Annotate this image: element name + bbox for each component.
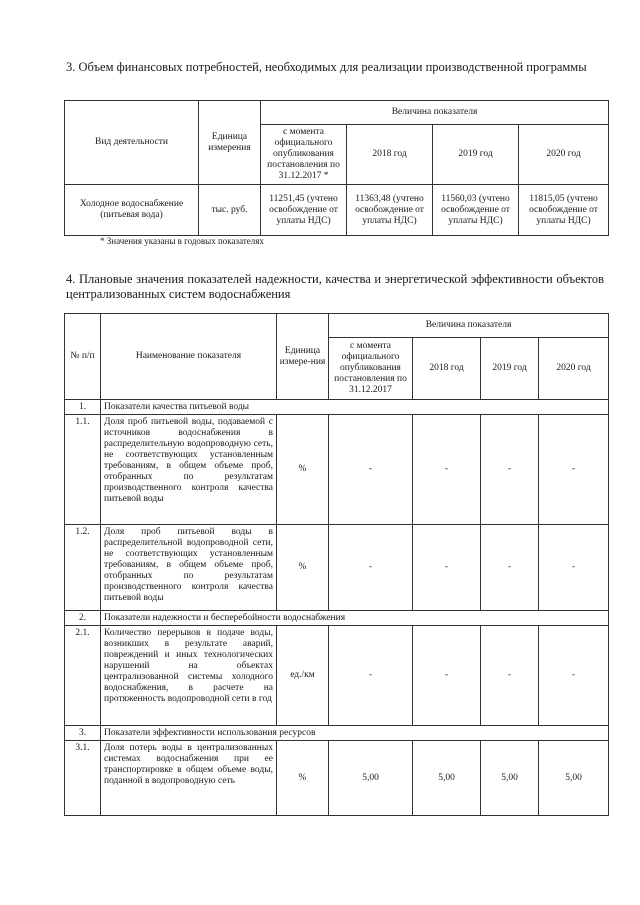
indicator-unit: % bbox=[277, 415, 329, 525]
indicator-unit: % bbox=[277, 741, 329, 816]
table-row bbox=[65, 415, 609, 525]
value-2018: 5,00 bbox=[413, 741, 481, 816]
cell-value-2018: 11363,48 (учтено освобождение от уплаты НДС) bbox=[347, 185, 433, 236]
row-num: 1. bbox=[65, 400, 101, 415]
header-col-2018: 2018 год bbox=[413, 338, 481, 400]
header-name: Наименование показателя bbox=[101, 314, 277, 400]
header-col-2020: 2020 год bbox=[519, 125, 609, 185]
cell-unit: тыс. руб. bbox=[199, 185, 261, 236]
value-period: - bbox=[329, 415, 413, 525]
value-2018: - bbox=[413, 626, 481, 726]
indicator-unit: ед./км bbox=[277, 626, 329, 726]
indicator-unit: % bbox=[277, 525, 329, 611]
value-2018: - bbox=[413, 525, 481, 611]
header-col-2019: 2019 год bbox=[433, 125, 519, 185]
row-num: 2. bbox=[65, 611, 101, 626]
table-row bbox=[65, 626, 609, 726]
value-2019: - bbox=[481, 525, 539, 611]
cell-activity: Холодное водоснабжение (питьевая вода) bbox=[65, 185, 199, 236]
value-2019: - bbox=[481, 415, 539, 525]
row-num: 2.1. bbox=[65, 626, 101, 726]
value-period: 5,00 bbox=[329, 741, 413, 816]
indicator-name: Доля проб питьевой воды, подаваемой с источников водоснабжения в распределительную водопроводную сеть, не соответствующих установленным требованиям, в общем объеме проб, отобранных по результатам производственного контроля качества питьевой воды bbox=[101, 415, 277, 525]
header-activity: Вид деятельности bbox=[65, 101, 199, 185]
header-num: № п/п bbox=[65, 314, 101, 400]
value-2020: - bbox=[539, 525, 609, 611]
row-num: 3. bbox=[65, 726, 101, 741]
row-num: 1.1. bbox=[65, 415, 101, 525]
section-heading: Показатели надежности и бесперебойности водоснабжения bbox=[101, 611, 609, 626]
header-col-2018: 2018 год bbox=[347, 125, 433, 185]
section-heading: Показатели качества питьевой воды bbox=[101, 400, 609, 415]
section-3-title: 3. Объем финансовых потребностей, необходимых для реализации производственной программы bbox=[66, 60, 587, 74]
table-section-row bbox=[65, 611, 609, 626]
table-section-row bbox=[65, 726, 609, 741]
value-2020: 5,00 bbox=[539, 741, 609, 816]
value-2020: - bbox=[539, 415, 609, 525]
footnote: * Значения указаны в годовых показателях bbox=[100, 236, 264, 246]
section-4-title: 4. Плановые значения показателей надежности, качества и энергетической эффективности объектов централизованных систем водоснабжения bbox=[66, 272, 604, 301]
header-value-group: Величина показателя bbox=[329, 314, 609, 338]
table-row bbox=[65, 525, 609, 611]
header-col-period: с момента официального опубликования постановления по 31.12.2017 * bbox=[261, 125, 347, 185]
cell-value-2019: 11560,03 (учтено освобождение от уплаты НДС) bbox=[433, 185, 519, 236]
indicator-name: Доля проб питьевой воды в распределительной водопроводной сети, не соответствующих установленным требованиям, в общем объеме проб, отобранных по результатам производственного контроля качества питьевой воды bbox=[101, 525, 277, 611]
indicator-name: Доля потерь воды в централизованных системах водоснабжения при ее транспортировке в общем объеме воды, поданной в водопроводную сеть bbox=[101, 741, 277, 816]
cell-value-2020: 11815,05 (учтено освобождение от уплаты НДС) bbox=[519, 185, 609, 236]
value-2019: - bbox=[481, 626, 539, 726]
section-heading: Показатели эффективности использования ресурсов bbox=[101, 726, 609, 741]
header-col-2019: 2019 год bbox=[481, 338, 539, 400]
header-unit: Единица измерения bbox=[199, 101, 261, 185]
cell-value-period: 11251,45 (учтено освобождение от уплаты НДС) bbox=[261, 185, 347, 236]
header-unit: Единица измере-ния bbox=[277, 314, 329, 400]
indicator-name: Количество перерывов в подаче воды, возникших в результате аварий, повреждений и иных технологических нарушений на объектах централизованной системы холодного водоснабжения, в расчете на протяженность водопроводной сети в год bbox=[101, 626, 277, 726]
table-section-row bbox=[65, 400, 609, 415]
financial-needs-table bbox=[64, 100, 609, 236]
row-num: 1.2. bbox=[65, 525, 101, 611]
value-2018: - bbox=[413, 415, 481, 525]
indicators-table bbox=[64, 313, 609, 816]
header-col-period: с момента официального опубликования постановления по 31.12.2017 bbox=[329, 338, 413, 400]
value-period: - bbox=[329, 525, 413, 611]
header-value-group: Величина показателя bbox=[261, 101, 609, 125]
header-col-2020: 2020 год bbox=[539, 338, 609, 400]
value-2019: 5,00 bbox=[481, 741, 539, 816]
value-period: - bbox=[329, 626, 413, 726]
table-row bbox=[65, 741, 609, 816]
value-2020: - bbox=[539, 626, 609, 726]
row-num: 3.1. bbox=[65, 741, 101, 816]
